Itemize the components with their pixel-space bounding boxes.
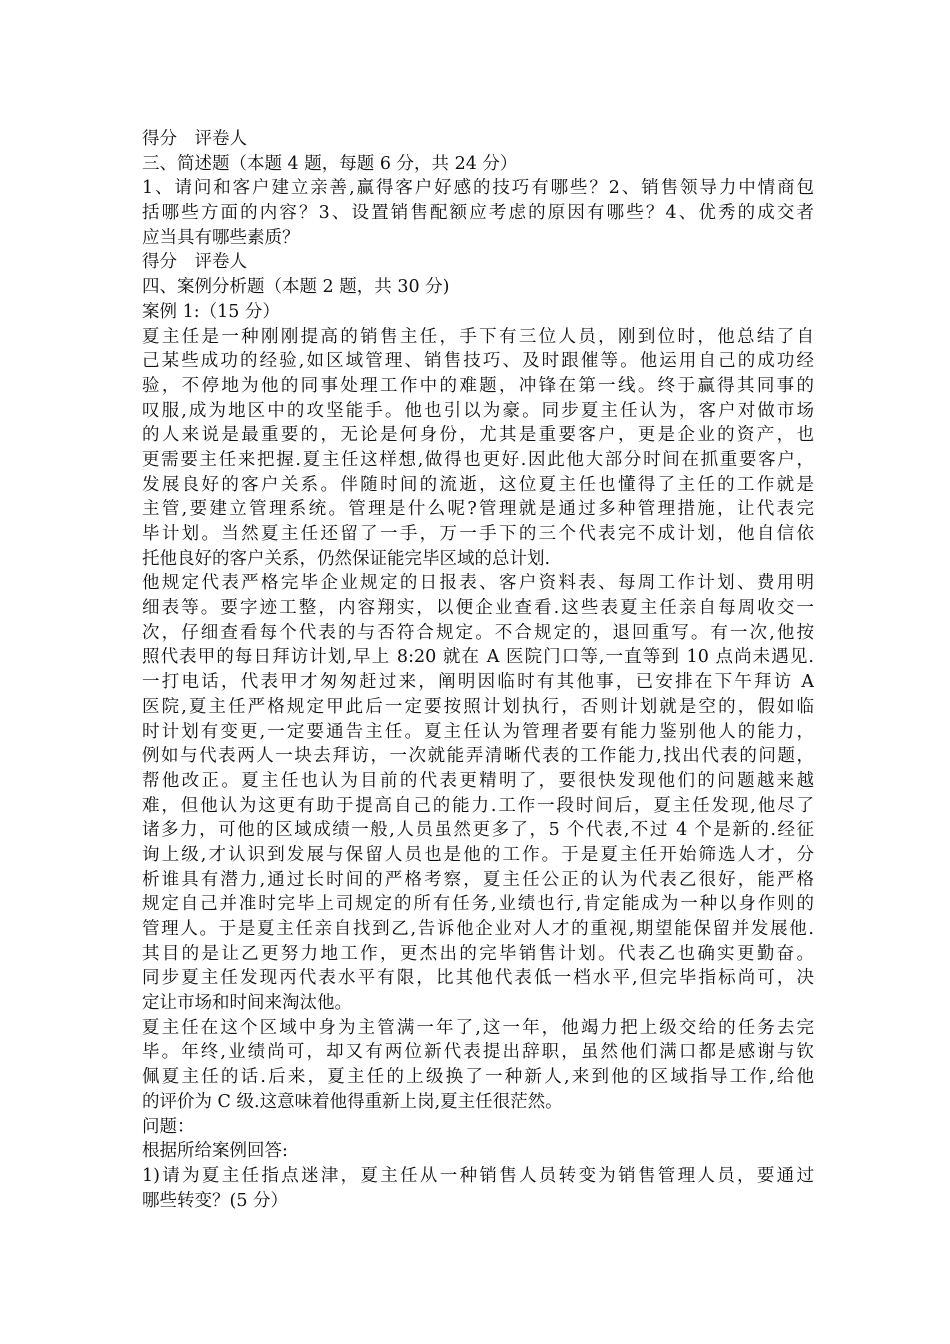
section-three-heading: 三、简述题（本题 4 题，每题 6 分，共 24 分）	[142, 153, 518, 174]
question-heading: 问题：	[142, 1116, 195, 1137]
question-item: 1)请为夏主任指点迷津，夏主任从一种销售人员转变为销售管理人员，要通过	[142, 1165, 814, 1186]
case-text-line: 规定自己并准时完毕上司规定的所有任务,业绩也行,肯定能成为一种以身作则的	[142, 894, 814, 915]
case-text-line: 更需要主任来把握.夏主任这样想,做得也更好.因此他大部分时间在抓重要客户，	[142, 449, 814, 470]
case-text-line: 叹服,成为地区中的攻坚能手。他也引以为豪。同步夏主任认为，客户对做市场	[142, 400, 814, 421]
case-text-line: 其目的是让乙更努力地工作，更杰出的完毕销售计划。代表乙也确实更勤奋。	[142, 943, 814, 964]
case-text-line: 帮他改正。夏主任也认为目前的代表更精明了，要很快发现他们的问题越来越	[142, 770, 814, 791]
case-text-line: 析谁具有潜力,通过长时间的严格考察，夏主任公正的认为代表乙很好，能严格	[142, 869, 814, 890]
case-text-line: 毕计划。当然夏主任还留了一手，万一手下的三个代表完不成计划，他自信依	[142, 524, 814, 544]
case-text-line: 主管,要建立管理系统。管理是什么呢?管理就是通过多种管理措施，让代表完	[142, 499, 814, 520]
section-four-heading: 四、案例分析题（本题 2 题，共 30 分)	[142, 277, 450, 298]
case-text-line: 细表等。要字迹工整，内容翔实，以便企业查看.这些表夏主任亲自每周收交一	[142, 598, 814, 619]
case-text-line: 夏主任是一种刚刚提高的销售主任，手下有三位人员，刚到位时，他总结了自	[142, 326, 814, 347]
case-text-line: 己某些成功的经验,如区域管理、销售技巧、及时跟催等。他运用自己的成功经	[142, 351, 814, 372]
case-text-line: 毕。年终,业绩尚可，却又有两位新代表提出辞职，虽然他们满口都是感谢与钦	[142, 1042, 814, 1063]
case-text-line: 次，仔细查看每个代表的与否符合规定。不合规定的，退回重写。有一次,他按	[142, 622, 814, 643]
question-text-line: 括哪些方面的内容？3、设置销售配额应考虑的原因有哪些？4、优秀的成交者	[142, 203, 814, 224]
case-text-line: 托他良好的客户关系，仍然保证能完毕区域的总计划.	[142, 548, 551, 569]
score-grader-label: 得分 评卷人	[142, 252, 247, 273]
case-text-line: 他规定代表严格完毕企业规定的日报表、客户资料表、每周工作计划、费用明	[142, 573, 814, 594]
case-text-line: 一打电话，代表甲才匆匆赶过来，阐明因临时有其他事，已安排在下午拜访 A	[142, 672, 814, 693]
case-text-line: 发展良好的客户关系。伴随时间的流逝，这位夏主任也懂得了主任的工作就是	[142, 474, 814, 495]
case-text-line: 诸多力，可他的区域成绩一般,人员虽然更多了，5 个代表,不过 4 个是新的.经征	[142, 820, 814, 841]
question-text-line: 1、请问和客户建立亲善,赢得客户好感的技巧有哪些？2、销售领导力中情商包	[142, 178, 814, 199]
case-text-line: 难，但他认为这更有助于提高自己的能力.工作一段时间后，夏主任发现,他尽了	[142, 795, 814, 816]
case-text-line: 管理人。于是夏主任亲自找到乙,告诉他企业对人才的重视,期望能保留并发展他.	[142, 919, 814, 939]
case-text-line: 照代表甲的每日拜访计划,早上 8:20 就在 A 医院门口等,一直等到 10 点尚未遇见.	[142, 647, 814, 668]
question-instruction: 根据所给案例回答:	[142, 1141, 288, 1162]
case-heading: 案例 1:（15 分）	[142, 301, 280, 322]
document-body	[142, 127, 814, 1213]
case-text-line: 夏主任在这个区域中身为主管满一年了,这一年，他竭力把上级交给的任务去完	[142, 1017, 814, 1038]
case-text-line: 的人来说是最重要的，无论是何身份，尤其是重要客户，更是企业的资产，也	[142, 425, 814, 446]
case-text-line: 验，不停地为他的同事处理工作中的难题，冲锋在第一线。终于赢得其同事的	[142, 375, 814, 396]
case-text-line: 例如与代表两人一块去拜访，一次就能弄清晰代表的工作能力,找出代表的问题，	[142, 746, 814, 767]
case-text-line: 定让市场和时间来淘汰他。	[142, 993, 352, 1014]
score-grader-label: 得分 评卷人	[142, 129, 247, 149]
question-text-line: 应当具有哪些素质？	[142, 227, 300, 248]
case-text-line: 的评价为 C 级.这意味着他得重新上岗,夏主任很茫然。	[142, 1091, 563, 1112]
case-text-line: 医院,夏主任严格规定甲此后一定要按照计划执行，否则计划就是空的，假如临	[142, 696, 814, 717]
case-text-line: 佩夏主任的话.后来，夏主任的上级换了一种新人,来到他的区域指导工作,给他	[142, 1067, 814, 1088]
case-text-line: 同步夏主任发现丙代表水平有限，比其他代表低一档水平,但完毕指标尚可，决	[142, 968, 814, 989]
case-text-line: 时计划有变更,一定要通告主任。夏主任认为管理者要有能力鉴别他人的能力，	[142, 721, 814, 742]
case-text-line: 询上级,才认识到发展与保留人员也是他的工作。于是夏主任开始筛选人才，分	[142, 844, 814, 865]
question-item: 哪些转变？(5 分）	[142, 1190, 289, 1211]
